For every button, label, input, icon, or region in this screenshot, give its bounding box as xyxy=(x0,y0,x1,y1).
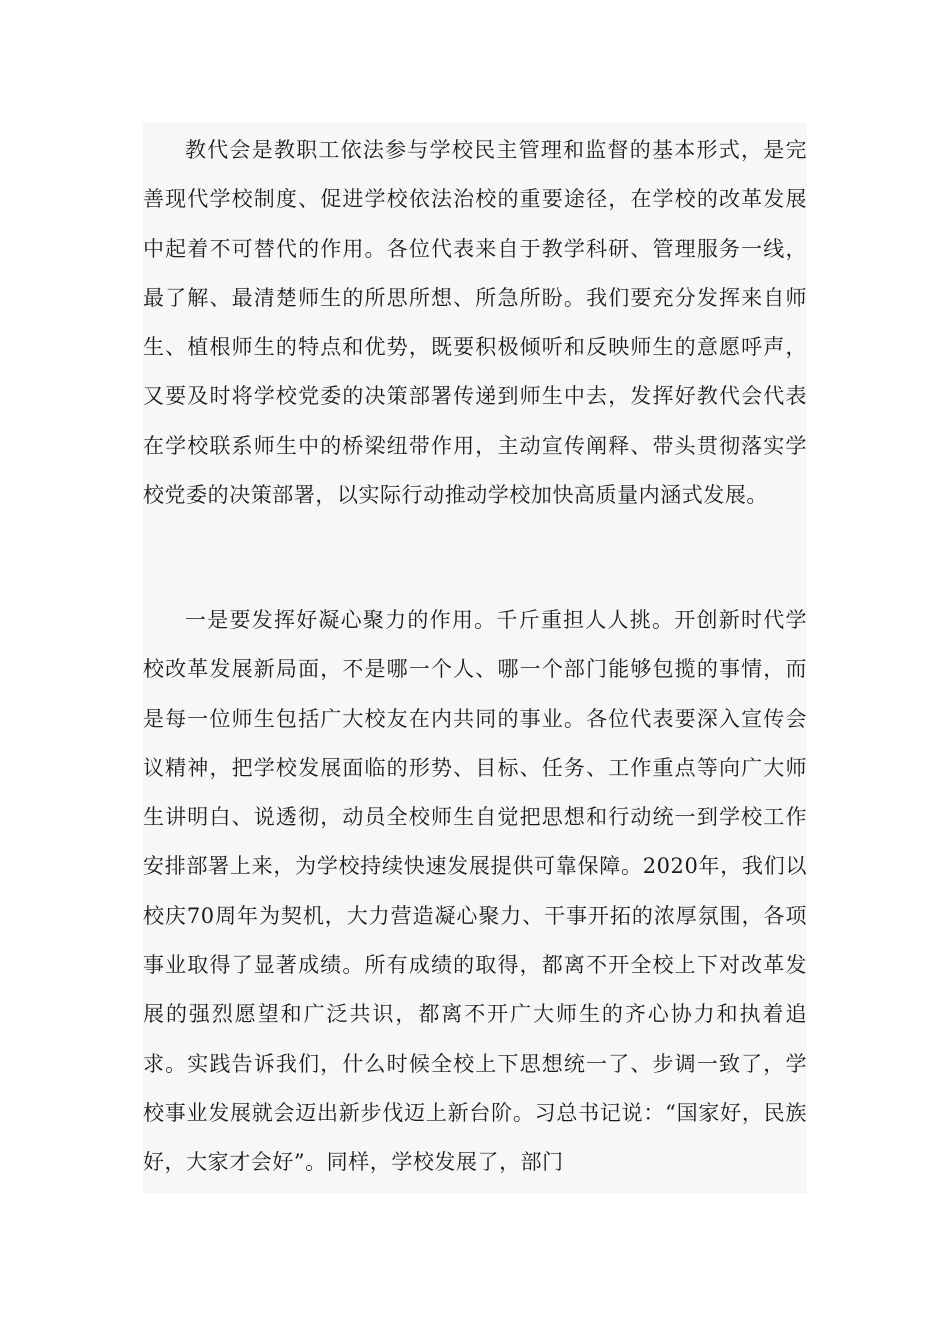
paragraph-2: 一是要发挥好凝心聚力的作用。千斤重担人人挑。开创新时代学校改革发展新局面，不是哪一个人、哪一个部门能够包揽的事情，而是每一位师生包括广大校友在内共同的事业。各位代表要深入宣传会议精神，把学校发展面临的形势、目标、任务、工作重点等向广大师生讲明白、说透彻，动员全校师生自觉把思想和行动统一到学校工作安排部署上来，为学校持续快速发展提供可靠保障。2020年，我们以校庆70周年为契机，大力营造凝心聚力、干事开拓的浓厚氛围，各项事业取得了显著成绩。所有成绩的取得，都离不开全校上下对改革发展的强烈愿望和广泛共识，都离不开广大师生的齐心协力和执着追求。实践告诉我们，什么时候全校上下思想统一了、步调一致了，学校事业发展就会迈出新步伐迈上新台阶。习总书记说：“国家好，民族好，大家才会好”。同样，学校发展了，部门 xyxy=(143,608,807,1175)
paragraph-1: 教代会是教职工依法参与学校民主管理和监督的基本形式，是完善现代学校制度、促进学校依法治校的重要途径，在学校的改革发展中起着不可替代的作用。各位代表来自于教学科研、管理服务一线，最了解、最清楚师生的所思所想、所急所盼。我们要充分发挥来自师生、植根师生的特点和优势，既要积极倾听和反映师生的意愿呼声，又要及时将学校党委的决策部署传递到师生中去，发挥好教代会代表在学校联系师生中的桥梁纽带作用，主动宣传阐释、带头贯彻落实学校党委的决策部署，以实际行动推动学校加快高质量内涵式发展。 xyxy=(143,138,807,508)
text-body xyxy=(143,123,807,1193)
